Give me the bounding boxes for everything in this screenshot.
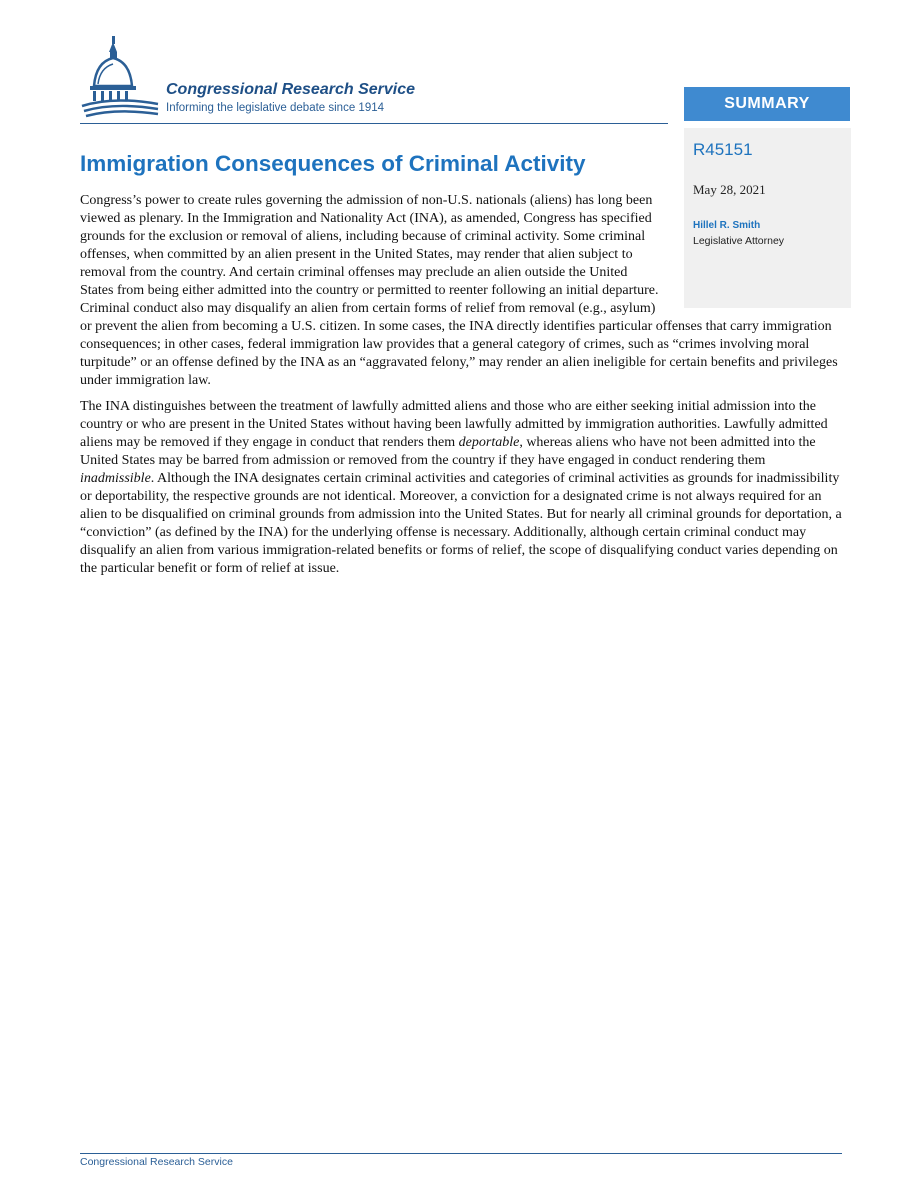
page-title: Immigration Consequences of Criminal Activity [80, 151, 586, 176]
org-tagline: Informing the legislative debate since 1914 [166, 102, 385, 114]
author-name: Hillel R. Smith [693, 220, 761, 231]
header-rule [80, 123, 668, 124]
text-segment: , whereas aliens who have not been admitted into the United States may be barred from admission or removed from the country if they have engaged in conduct rendering them [80, 435, 816, 468]
summary-tab: SUMMARY [684, 87, 850, 121]
author-title: Legislative Attorney [693, 235, 785, 247]
term-deportable: deportable [458, 435, 520, 450]
text-segment: The INA distinguishes between the treatment of lawfully admitted aliens and those who are either seeking initial admission into the country or who are present in the United States without having been lawfully admitted by immigration authorities. Lawfully admitted aliens may be removed if they engage in conduct that renders them [80, 399, 828, 450]
report-number: R45151 [693, 140, 753, 159]
term-inadmissible: inadmissible [80, 471, 151, 486]
summary-body [80, 192, 842, 586]
capitol-dome-icon [80, 34, 160, 124]
crs-logo [80, 34, 480, 124]
report-date: May 28, 2021 [693, 182, 766, 197]
footer-rule [80, 1153, 842, 1154]
paragraph-2 [80, 398, 842, 578]
org-name: Congressional Research Service [166, 81, 416, 98]
footer-text: Congressional Research Service [80, 1156, 233, 1168]
text-segment: . Although the INA designates certain criminal activities and categories of criminal activities as grounds for inadmissibility or deportability, the respective grounds are not identical. Moreover, a conviction for a designated crime is not always required for an alien to be disqualified on criminal grounds from admission into the United States. But for nearly all criminal grounds for deportation, a “conviction” (as defined by the INA) for the underlying offense is necessary. Additionally, although certain criminal conduct may disqualify an alien from various immigration-related benefits or forms of relief, the scope of disqualifying conduct varies depending on the particular benefit or form of relief at issue. [80, 471, 842, 576]
text-segment: Congress’s power to create rules governing the admission of non-U.S. nationals (aliens) has long been viewed as plenary. In the Immigration and Nationality Act (INA), as amended, Congress has specified grounds for the exclusion or removal of aliens, including because of criminal activity. Some criminal offenses, when committed by an alien present in the United States, may render that alien subject to removal from the country. And certain criminal offenses may preclude an alien outside the United States from being either admitted into the country or permitted to reenter following an initial departure. Criminal conduct also may disqualify an alien from certain forms of relief from removal (e.g., asylum) or prevent the alien from becoming a U.S. citizen. In some cases, the INA directly identifies particular offenses that carry immigration consequences; in other cases, federal immigration law provides that a general category of crimes, such as “crimes involving moral turpitude” or an offense defined by the INA as an “aggravated felony,” may render an alien ineligible for certain benefits and privileges under immigration law. [80, 193, 838, 388]
sidebar-spacer [659, 192, 842, 310]
